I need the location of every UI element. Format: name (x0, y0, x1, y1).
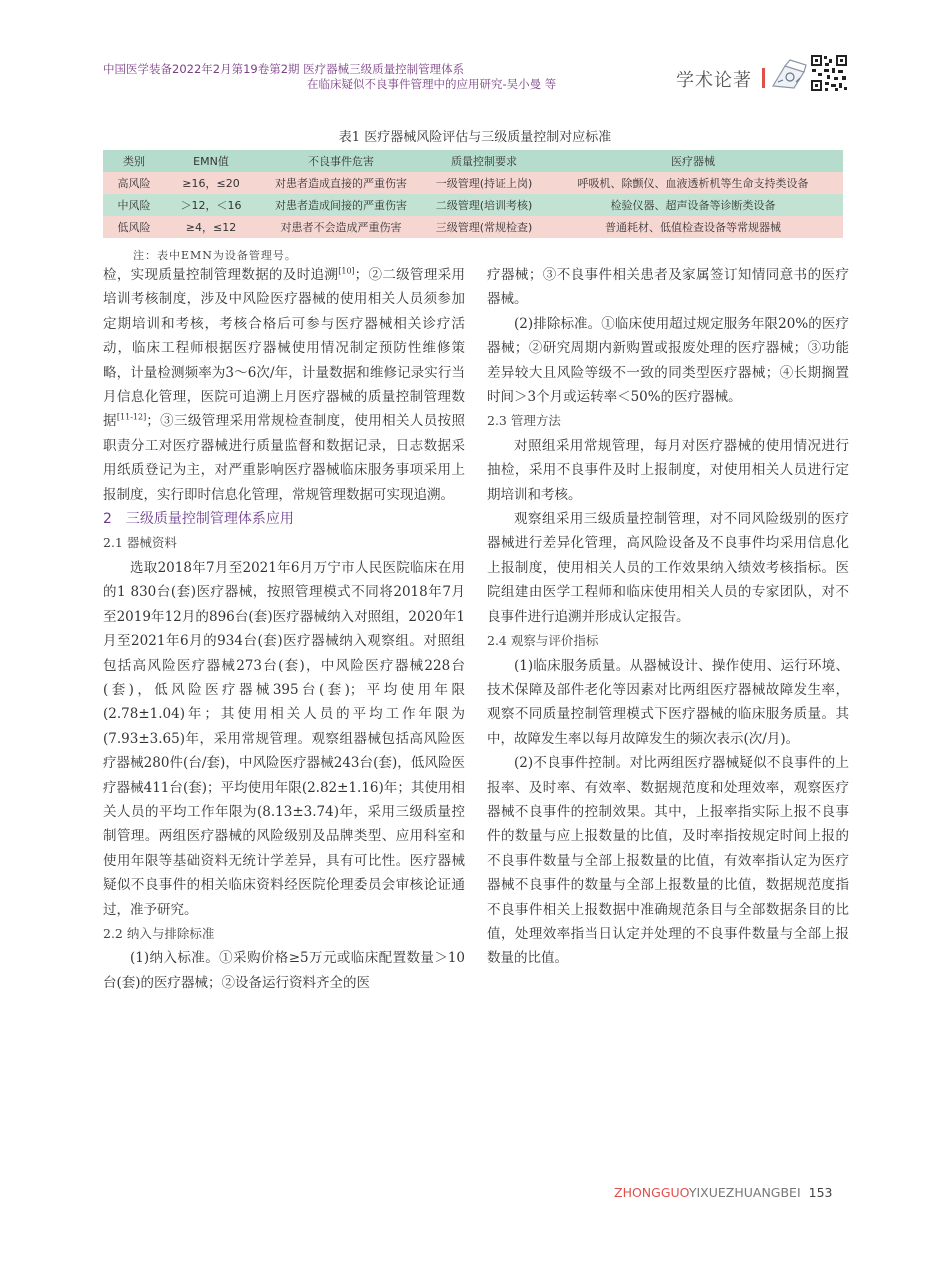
body-paragraph: 选取2018年7月至2021年6月万宁市人民医院临床在用的1 830台(套)医疗器械，按照管理模式不同将2018年7月至2019年12月的896台(套)医疗器械纳入对照组，2020年1月至2021年6月的934台(套)医疗器械纳入观察组。对照组包括高风险医疗器械273台(套)，中风险医疗器械228台(套)，低风险医疗器械395台(套)；平均使用年限(2.78±1.04)年；其使用相关人员的平均工作年限为(7.93±3.65)年，采用常规管理。观察组器械包括高风险医疗器械280件(台/套)，中风险医疗器械243台(套)，低风险医疗器械411台(套)；平均使用年限(2.82±1.16)年；其使用相关人员的平均工作年限为(8.13±3.74)年，采用三级质量控制管理。两组医疗器械的风险级别及品牌类型、应用科室和使用年限等基础资料无统计学差异，具有可比性。医疗器械疑似不良事件的相关临床资料经医院伦理委员会审核论证通过，准予研究。 (103, 559, 465, 918)
left-column (103, 263, 465, 995)
text-run: ；③三级管理采用常规检查制度，使用相关人员按照职责分工对医疗器械进行质量监督和数据记录，日志数据采用纸质登记为主，对严重影响医疗器械临床服务事项采用上报制度，实行即时信息化管理，常规管理数据可实现追溯。 (103, 413, 466, 503)
body-paragraph: 对照组采用常规管理，每月对医疗器械的使用情况进行抽检，采用不良事件及时上报制度，对使用相关人员进行定期培训和考核。 (487, 437, 849, 503)
subsection-heading: 2.2 纳入与排除标准 (103, 925, 215, 941)
table-cell: 中风险 (117, 199, 151, 212)
table-header-row (103, 150, 843, 172)
table-cell: ≥4，≤12 (185, 221, 237, 234)
table-cell: 对患者不会造成严重伤害 (280, 221, 402, 234)
header-line-2: 在临床疑似不良事件管理中的应用研究-吴小曼 等 (307, 77, 557, 91)
page-footer (614, 1185, 833, 1200)
citation: [10] (338, 266, 355, 276)
right-column (487, 263, 849, 971)
col-header-category: 类别 (123, 155, 145, 168)
subsection-heading: 2.4 观察与评价指标 (487, 633, 599, 649)
body-paragraph: (2)排除标准。①临床使用超过规定服务年限20%的医疗器械；②研究周期内新购置或报废处理的医疗器械；③功能差异较大且风险等级不一致的同类型医疗器械；④长期搁置时间＞3个月或运转率＜50%的医疗器械。 (487, 315, 849, 406)
table-cell: ≥16，≤20 (182, 177, 240, 190)
subsection-heading: 2.1 器械资料 (103, 535, 177, 551)
col-header-device: 医疗器械 (671, 155, 715, 168)
brand-divider (762, 68, 765, 88)
text-run: 检，实现质量控制管理数据的及时追溯 (103, 267, 339, 283)
table-row (103, 194, 843, 216)
body-paragraph: 观察组采用三级质量控制管理，对不同风险级别的医疗器械进行差异化管理，高风险设备及不良事件均采用信息化上报制度，使用相关人员的工作效果纳入绩效考核指标。医院组建由医学工程师和临床使用相关人员的专家团队，对不良事件进行追溯并形成认定报告。 (487, 511, 849, 625)
table-cell: ＞12，＜16 (180, 199, 242, 212)
body-paragraph: (1)临床服务质量。从器械设计、操作使用、运行环境、技术保障及部件老化等因素对比两组医疗器械故障发生率，观察不同质量控制管理模式下医疗器械的临床服务质量。其中，故障发生率以每月故障发生的频次表示(次/月)。 (487, 657, 849, 747)
table-cell: 低风险 (117, 221, 151, 234)
risk-standard-table (103, 150, 843, 238)
text-run: ；②二级管理采用培训考核制度，涉及中风险医疗器械的使用相关人员须参加定期培训和考核，考核合格后可参与医疗器械相关诊疗活动，临床工程师根据医疗器械使用情况制定预防性维修策略，计量检测频率为3～6次/年，计量数据和维修记录实行当月信息化管理，医院可追溯上月医疗器械的质量控制管理数据 (103, 267, 466, 430)
medical-device-icon (770, 58, 808, 92)
col-header-emn: EMN值 (193, 155, 229, 168)
section-brand: 学术论著 (676, 70, 752, 91)
journal-name-b: YIXUEZHUANGBEI (688, 1185, 801, 1200)
table-title: 表1 医疗器械风险评估与三级质量控制对应标准 (338, 130, 612, 145)
table-cell: 三级管理(常规检查) (435, 221, 533, 234)
subsection-heading: 2.3 管理方法 (487, 413, 561, 429)
col-header-hazard: 不良事件危害 (308, 155, 374, 168)
table-cell: 呼吸机、除颤仪、血液透析机等生命支持类设备 (577, 177, 809, 190)
body-paragraph: (2)不良事件控制。对比两组医疗器械疑似不良事件的上报率、及时率、有效率、数据规范度和处理效率，观察医疗器械不良事件的控制效果。其中，上报率指实际上报不良事件的数量与应上报数量的比值，及时率指按规定时间上报的不良事件数量与全部上报数量的比值，有效率指认定为医疗器械不良事件的数量与全部上报数量的比值，数据规范度指不良事件相关上报数据中准确规范条目与全部数据条目的比值，处理效率指当日认定并处理的不良事件数量与全部上报数量的比值。 (487, 755, 849, 967)
table-row (103, 172, 843, 194)
journal-name-a: ZHONGGUO (614, 1185, 689, 1200)
table-cell: 普通耗材、低值检查设备等常规器械 (605, 221, 781, 234)
page-number: 153 (808, 1185, 833, 1200)
section-heading: 2 三级质量控制管理体系应用 (103, 511, 294, 528)
table-cell: 二级管理(培训考核) (435, 199, 533, 212)
table-cell: 对患者造成直接的严重伤害 (275, 177, 407, 190)
body-paragraph (103, 263, 465, 507)
table-cell: 一级管理(持证上岗) (435, 177, 533, 190)
col-header-qc: 质量控制要求 (451, 155, 517, 168)
table-row (103, 216, 843, 238)
body-paragraph: (1)纳入标准。①采购价格≥5万元或临床配置数量＞10台(套)的医疗器械；②设备运行资料齐全的医 (103, 950, 465, 991)
qr-code-icon (810, 54, 848, 92)
table-note: 注：表中EMN为设备管理号。 (133, 249, 297, 262)
body-paragraph: 疗器械；③不良事件相关患者及家属签订知情同意书的医疗器械。 (487, 267, 849, 308)
citation: [11-12] (116, 412, 147, 422)
header-line-1: 中国医学装备2022年2月第19卷第2期 医疗器械三级质量控制管理体系 (103, 62, 465, 76)
table-cell: 检验仪器、超声设备等诊断类设备 (610, 199, 776, 212)
table-cell: 高风险 (117, 177, 151, 190)
table-cell: 对患者造成间接的严重伤害 (275, 199, 407, 212)
